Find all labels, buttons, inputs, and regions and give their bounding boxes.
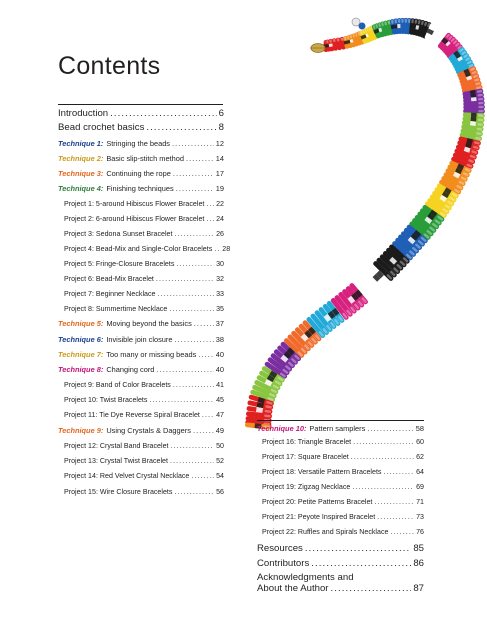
- toc-entry-text: Too many or missing beads: [106, 350, 197, 359]
- toc-entry-project[interactable]: [262, 482, 424, 492]
- technique-label: Technique 9:: [58, 426, 104, 435]
- page-title: Contents: [58, 52, 161, 80]
- dot-leader: [367, 424, 413, 434]
- dot-leader: [214, 244, 220, 254]
- toc-entry-text: Basic slip-stitch method: [106, 154, 184, 163]
- toc-entry-text: Project 18: Versatile Pattern Bracelets: [262, 468, 382, 476]
- dot-leader: [186, 154, 214, 164]
- bead-rope: [245, 18, 485, 430]
- page-number: 45: [216, 396, 224, 404]
- page-number: 26: [216, 230, 224, 238]
- dot-leader: [149, 395, 214, 405]
- toc-entry-text: Project 20: Petite Patterns Bracelet: [262, 498, 373, 506]
- dot-leader: [305, 543, 411, 555]
- toc-entry-text: Using Crystals & Daggers: [106, 426, 191, 435]
- toc-entry-main[interactable]: [58, 122, 224, 134]
- dot-leader: [156, 274, 214, 284]
- page-number: 58: [415, 424, 424, 433]
- page-number: 85: [413, 543, 424, 554]
- page-number: 33: [216, 290, 224, 298]
- dot-leader: [193, 426, 214, 436]
- page-number: 40: [215, 350, 224, 359]
- toc-entry-main[interactable]: [257, 543, 424, 555]
- toc-entry-text: Contributors: [257, 558, 310, 569]
- toc-entry-project[interactable]: [262, 512, 424, 522]
- toc-entry-text: Project 15: Wire Closure Bracelets: [64, 488, 173, 496]
- toc-entry-text: Stringing the beads: [106, 139, 170, 148]
- page-number: 71: [416, 498, 424, 506]
- page-number: 24: [216, 215, 224, 223]
- page-number: 38: [215, 335, 224, 344]
- dot-leader: [172, 139, 214, 149]
- toc-entry-text: Continuing the rope: [106, 169, 171, 178]
- page-number: 54: [216, 472, 224, 480]
- toc-entry-text: Resources: [257, 543, 303, 554]
- toc-entry-text: Finishing techniques: [106, 184, 174, 193]
- page-number: 56: [216, 488, 224, 496]
- dot-leader: [170, 441, 214, 451]
- toc-entry-text: Project 9: Band of Color Bracelets: [64, 381, 171, 389]
- toc-entry-project[interactable]: [64, 304, 224, 314]
- toc-entry-project[interactable]: [64, 410, 224, 420]
- page-number: 17: [215, 169, 224, 178]
- technique-label: Technique 7:: [58, 350, 104, 359]
- page-number: 50: [216, 442, 224, 450]
- page-number: 14: [215, 154, 224, 163]
- page-number: 8: [218, 122, 224, 133]
- dot-leader: [353, 437, 414, 447]
- technique-label: Technique 3:: [58, 169, 104, 178]
- toc-entry-project[interactable]: [64, 259, 224, 269]
- toc-entry-main[interactable]: [257, 558, 424, 570]
- page-number: 41: [216, 381, 224, 389]
- toc-entry-technique[interactable]: [58, 154, 224, 164]
- page-number: 35: [216, 305, 224, 313]
- page-number: 60: [416, 438, 424, 446]
- dot-leader: [383, 467, 414, 477]
- toc-entry-text: Project 2: 6-around Hibiscus Flower Bracelet: [64, 215, 205, 223]
- toc-entry-project[interactable]: [64, 487, 224, 497]
- dot-leader: [390, 527, 414, 537]
- dot-leader: [157, 289, 214, 299]
- toc-entry-project[interactable]: [64, 199, 224, 209]
- toc-entry-text: Project 21: Peyote Inspired Bracelet: [262, 513, 376, 521]
- right-column-rule: [257, 420, 424, 421]
- toc-entry-technique[interactable]: [58, 350, 224, 360]
- toc-entry-text: Project 1: 5-around Hibiscus Flower Bracelet: [64, 200, 205, 208]
- technique-label: Technique 2:: [58, 154, 104, 163]
- toc-entry-main[interactable]: [58, 108, 224, 120]
- page-number: 76: [416, 528, 424, 536]
- toc-entry-project[interactable]: [64, 471, 224, 481]
- toc-entry-text: Changing cord: [106, 365, 155, 374]
- toc-entry-project[interactable]: [64, 229, 224, 239]
- page-number: 22: [216, 200, 224, 208]
- toc-entry-project[interactable]: [64, 274, 224, 284]
- dot-leader: [174, 335, 213, 345]
- toc-entry-text: Project 11: Tie Dye Reverse Spiral Bracelet: [64, 411, 200, 419]
- dot-leader: [351, 452, 414, 462]
- toc-entry-text-line-2: About the Author: [257, 583, 329, 594]
- toc-entry-technique[interactable]: [58, 335, 224, 345]
- page-number: 30: [216, 260, 224, 268]
- dot-leader: [146, 122, 216, 134]
- toc-entry-text: Project 22: Ruffles and Spirals Necklace: [262, 528, 389, 536]
- page-number: 6: [218, 108, 224, 119]
- toc-entry-project[interactable]: [64, 441, 224, 451]
- dot-leader: [311, 558, 411, 570]
- toc-entry-text: Project 13: Crystal Twist Bracelet: [64, 457, 168, 465]
- toc-entry-text: Bead crochet basics: [58, 122, 145, 133]
- toc-entry-text: Project 16: Triangle Bracelet: [262, 438, 352, 446]
- toc-entry-project[interactable]: [64, 380, 224, 390]
- page-number: 12: [215, 139, 224, 148]
- toc-entry-project[interactable]: [64, 456, 224, 466]
- page-number: 64: [416, 468, 424, 476]
- toc-entry-technique[interactable]: [257, 424, 424, 434]
- technique-label: Technique 6:: [58, 335, 104, 344]
- page-number: 28: [222, 245, 231, 253]
- toc-entry-text: Project 5: Fringe-Closure Bracelets: [64, 260, 175, 268]
- toc-entry-project[interactable]: [262, 437, 424, 447]
- page-number: 47: [216, 411, 224, 419]
- technique-label: Technique 1:: [58, 139, 104, 148]
- dot-leader: [156, 365, 213, 375]
- page-number: 87: [413, 583, 424, 594]
- dot-leader: [176, 184, 214, 194]
- toc-entry-text: Project 3: Sedona Sunset Bracelet: [64, 230, 173, 238]
- dot-leader: [174, 229, 214, 239]
- toc-entry-project[interactable]: [262, 452, 424, 462]
- toc-entry-project[interactable]: [64, 244, 231, 254]
- toc-entry-text: Moving beyond the basics: [106, 319, 192, 328]
- toc-entry-text-line-1: Acknowledgments and: [257, 572, 354, 583]
- dot-leader: [170, 456, 214, 466]
- technique-label: Technique 4:: [58, 184, 104, 193]
- toc-entry-text: Project 17: Square Bracelet: [262, 453, 349, 461]
- dot-leader: [174, 487, 214, 497]
- toc-entry-text: Project 10: Twist Bracelets: [64, 396, 148, 404]
- toc-entry-text: Invisible join closure: [106, 335, 173, 344]
- page-number: 49: [215, 426, 224, 435]
- dot-leader: [198, 350, 213, 360]
- toc-entry-technique[interactable]: [58, 319, 224, 329]
- toc-entry-text: Introduction: [58, 108, 109, 119]
- dot-leader: [202, 410, 214, 420]
- page-number: 32: [216, 275, 224, 283]
- necklace-end-cap: [352, 18, 366, 30]
- dot-leader: [377, 512, 414, 522]
- dot-leader: [206, 214, 214, 224]
- dot-leader: [194, 319, 214, 329]
- page-number: 52: [216, 457, 224, 465]
- toc-entry-text: Project 8: Summertime Necklace: [64, 305, 168, 313]
- page-number: 73: [416, 513, 424, 521]
- title-rule: [58, 104, 223, 105]
- toc-entry-text: Project 14: Red Velvet Crystal Necklace: [64, 472, 190, 480]
- page-number: 86: [413, 558, 424, 569]
- dot-leader: [352, 482, 414, 492]
- page-number: 69: [416, 483, 424, 491]
- toc-entry-project[interactable]: [262, 527, 424, 537]
- toc-entry-project[interactable]: [262, 467, 424, 477]
- toc-entry-technique[interactable]: [58, 426, 224, 436]
- technique-label: Technique 10:: [257, 424, 307, 433]
- dot-leader: [176, 259, 214, 269]
- toc-entry-text: Project 6: Bead-Mix Bracelet: [64, 275, 154, 283]
- toc-entry-text: Project 12: Crystal Band Bracelet: [64, 442, 169, 450]
- toc-entry-technique[interactable]: [58, 169, 224, 179]
- dot-leader: [330, 583, 411, 594]
- toc-entry-project[interactable]: [262, 497, 424, 507]
- toc-entry-text: Pattern samplers: [309, 424, 366, 433]
- toc-entry-text: Project 7: Beginner Necklace: [64, 290, 156, 298]
- toc-entry-text: Project 4: Bead-Mix and Single-Color Bracelets: [64, 245, 213, 253]
- toc-entry-text: Project 19: Zigzag Necklace: [262, 483, 351, 491]
- dot-leader: [191, 471, 214, 481]
- toc-entry-main2[interactable]: [257, 572, 424, 594]
- toc-entry-text: [257, 572, 424, 594]
- page-number: 40: [215, 365, 224, 374]
- dot-leader: [206, 199, 214, 209]
- toc-entry-technique[interactable]: [58, 139, 224, 149]
- necklace-clasp: [310, 44, 326, 53]
- toc-entry-technique[interactable]: [58, 184, 224, 194]
- page-number: 62: [416, 453, 424, 461]
- toc-entry-project[interactable]: [64, 289, 224, 299]
- toc-entry-project[interactable]: [64, 214, 224, 224]
- page-number: 37: [215, 319, 224, 328]
- dot-leader: [110, 108, 217, 120]
- dot-leader: [173, 169, 214, 179]
- dot-leader: [169, 304, 214, 314]
- page-number: 19: [215, 184, 224, 193]
- dot-leader: [374, 497, 414, 507]
- toc-entry-project[interactable]: [64, 395, 224, 405]
- technique-label: Technique 5:: [58, 319, 104, 328]
- toc-entry-technique[interactable]: [58, 365, 224, 375]
- technique-label: Technique 8:: [58, 365, 104, 374]
- dot-leader: [173, 380, 214, 390]
